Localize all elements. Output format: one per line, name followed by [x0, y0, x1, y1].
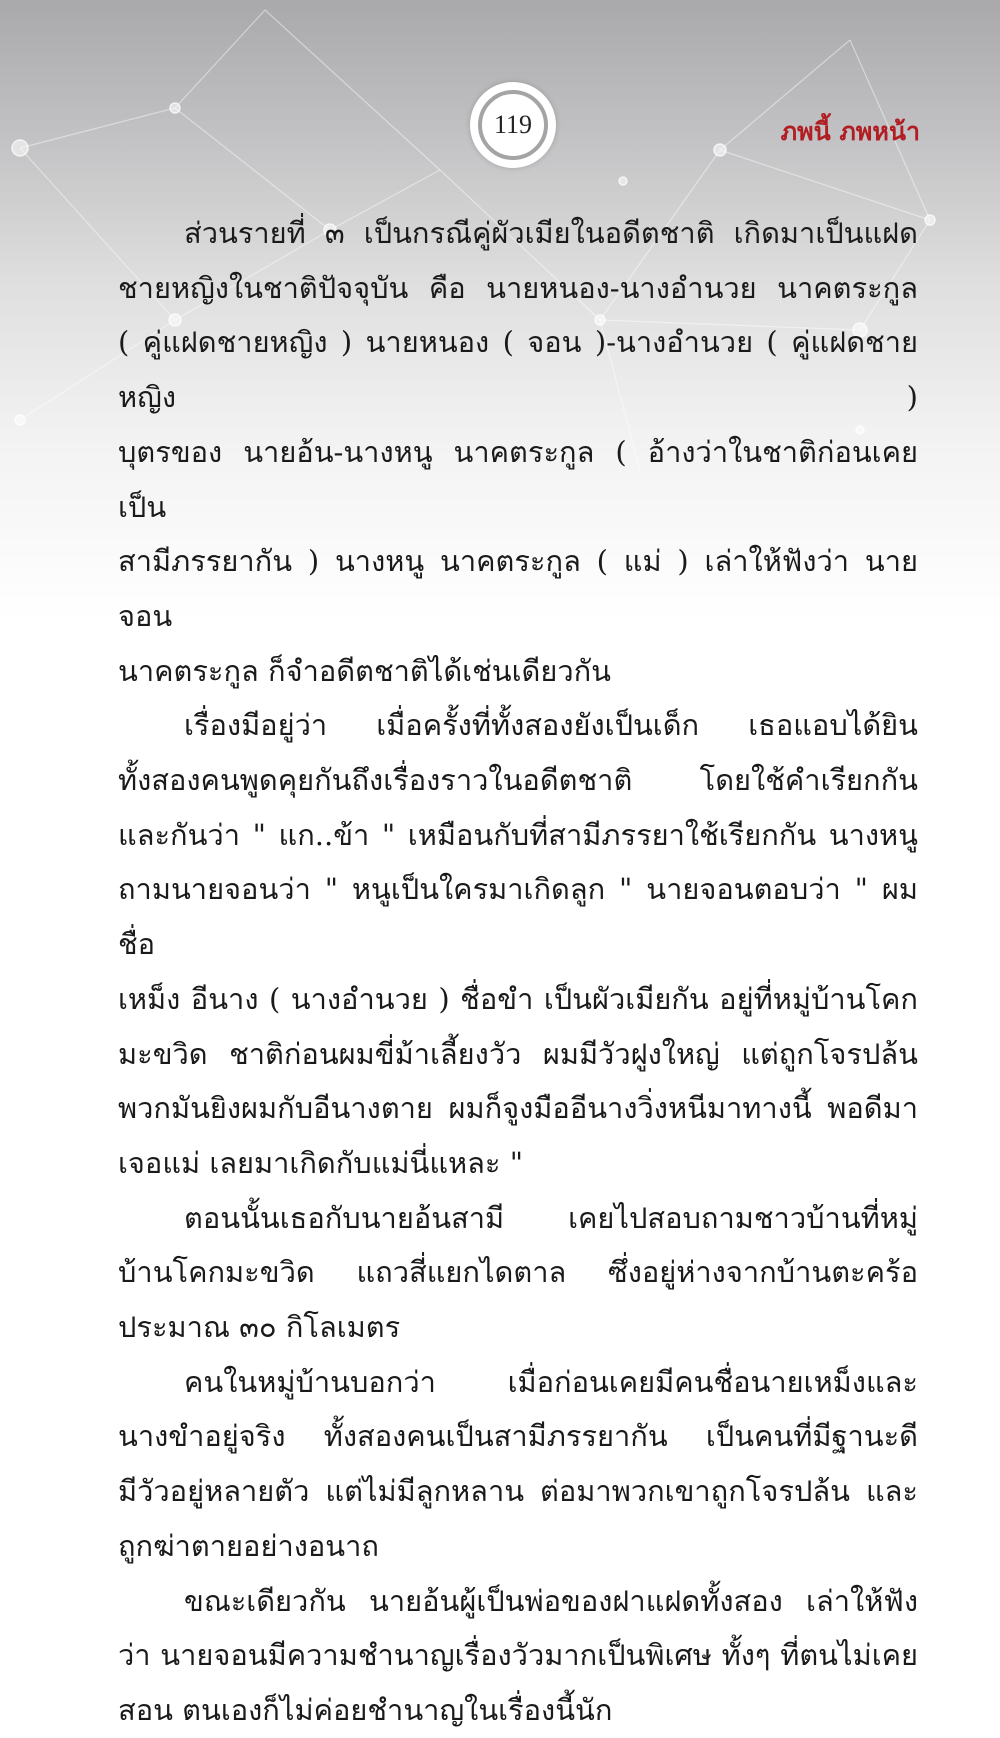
page-number-badge [470, 82, 556, 168]
text-line: ประมาณ ๓๐ กิโลเมตร [118, 1310, 401, 1345]
text-line: เจอแม่ เลยมาเกิดกับแม่นี่แหละ " [118, 1145, 524, 1180]
text-line: คนในหมู่บ้านบอกว่า เมื่อก่อนเคยมีคนชื่อนายเหม็งและ [184, 1364, 918, 1399]
text-line: ถูกฆ่าตายอย่างอนาถ [118, 1528, 379, 1563]
text-line: นางขำอยู่จริง ทั้งสองคนเป็นสามีภรรยากัน เป็นคนที่มีฐานะดี [118, 1419, 918, 1454]
text-line: บุตรของ นายอ้น-นางหนู นาคตระกูล ( อ้างว่าในชาติก่อนเคยเป็น [118, 434, 918, 524]
text-line: ถามนายจอนว่า " หนูเป็นใครมาเกิดลูก " นายจอนตอบว่า " ผมชื่อ [118, 872, 918, 962]
text-line: ทั้งสองคนพูดคุยกันถึงเรื่องราวในอดีตชาติ โดยใช้คำเรียกกัน [118, 763, 918, 798]
text-line: และกันว่า " แก..ข้า " เหมือนกับที่สามีภรรยาใช้เรียกกัน นางหนู [118, 817, 918, 852]
text-line: ตอนนั้นเธอกับนายอ้นสามี เคยไปสอบถามชาวบ้านที่หมู่ [184, 1200, 918, 1235]
text-line: สามีภรรยากัน ) นางหนู นาคตระกูล ( แม่ ) เล่าให้ฟังว่า นายจอน [118, 544, 918, 633]
text-line: พวกมันยิงผมกับอีนางตาย ผมก็จูงมืออีนางวิ่งหนีมาทางนี้ พอดีมา [118, 1091, 918, 1126]
text-line: สอน ตนเองก็ไม่ค่อยชำนาญในเรื่องนี้นัก [118, 1692, 613, 1727]
text-line: เรื่องมีอยู่ว่า เมื่อครั้งที่ทั้งสองยังเป็นเด็ก เธอแอบได้ยิน [184, 708, 918, 743]
text-line: มะขวิด ชาติก่อนผมขี่ม้าเลี้ยงวัว ผมมีวัวฝูงใหญ่ แต่ถูกโจรปล้น [118, 1036, 918, 1071]
text-line: ว่า นายจอนมีความชำนาญเรื่องวัวมากเป็นพิเศษ ทั้งๆ ที่ตนไม่เคย [118, 1638, 918, 1673]
page-number: 119 [478, 90, 548, 160]
text-line: บ้านโคกมะขวิด แถวสี่แยกไดตาล ซึ่งอยู่ห่างจากบ้านตะคร้อ [118, 1255, 918, 1290]
text-line: นาคตระกูล ก็จำอดีตชาติได้เช่นเดียวกัน [118, 653, 611, 688]
text-line: ( คู่แฝดชายหญิง ) นายหนอง ( จอน )-นางอำนวย ( คู่แฝดชายหญิง ) [118, 325, 918, 415]
text-line: มีวัวอยู่หลายตัว แต่ไม่มีลูกหลาน ต่อมาพวกเขาถูกโจรปล้น และ [118, 1474, 918, 1509]
text-line: เหม็ง อีนาง ( นางอำนวย ) ชื่อขำ เป็นผัวเมียกัน อยู่ที่หมู่บ้านโคก [118, 981, 918, 1016]
body-text [118, 206, 918, 1738]
text-line: ส่วนรายที่ ๓ เป็นกรณีคู่ผัวเมียในอดีตชาติ เกิดมาเป็นแฝด [184, 216, 918, 250]
text-line: ชายหญิงในชาติปัจจุบัน คือ นายหนอง-นางอำนวย นาคตระกูล [118, 270, 918, 305]
text-line: ขณะเดียวกัน นายอ้นผู้เป็นพ่อของฝาแฝดทั้งสอง เล่าให้ฟัง [184, 1583, 918, 1618]
running-title: ภพนี้ ภพหน้า [780, 117, 920, 146]
